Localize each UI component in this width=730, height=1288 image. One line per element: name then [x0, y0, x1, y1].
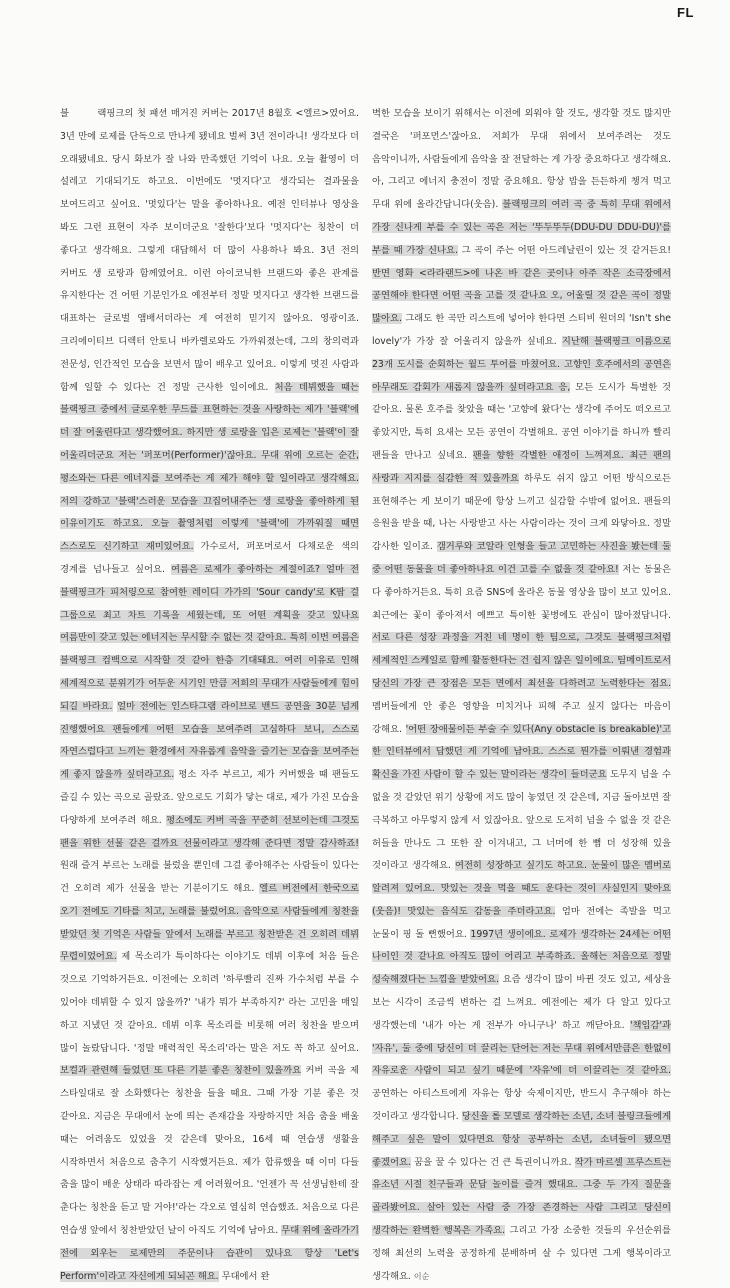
article-text-left [60, 103, 359, 1288]
question-highlight: '어떤 장애물이든 부술 수 있다(Any obstacle is breakable)'고 한 인터뷰에서 답했던 게 기억에 남아요. 스스로 뭔가를 이뤄낸 경험과 확신을 가진 사람이 할 수 있는 말이라는 생각이 들더군요 [372, 723, 671, 781]
answer-text: 요즘 생각이 많이 바뀐 것도 있고, 세상을 보는 시각이 조금씩 변하는 걸 느껴요. 예전에는 제가 다 알고 있다고 생각했는데 '내가 아는 게 전부가 아니구나' 하고 깨닫아요. [372, 974, 671, 1031]
question-highlight: 팬을 향한 각별한 애정이 느껴져요. 최근 팬의 사랑과 지지를 실감한 적 있을까요 [372, 449, 671, 484]
answer-text: 그래도 한 곡만 리스트에 넣어야 한다면 스티비 원더의 'Isn't she lovely'가 가장 잘 어울리지 않을까 싶네요. [372, 313, 671, 347]
author-signature: 이순 [413, 1271, 430, 1281]
answer-text: 원래 즐겨 부르는 노래를 불렀을 뿐인데 그걸 좋아해주는 사람들이 있다는 건 오히려 제가 선물을 받는 기분이기도 해요. [60, 860, 359, 895]
question-highlight: 얼마 전에는 인스타그램 라이브로 밴드 공연을 30분 넘게 진행했어요 팬들에게 어떤 모습을 보여주려 고심하다 보니, 스스로 자연스럽다고 느끼는 환경에서 자유롭게 음악을 즐기는 모습을 보여주는 게 좋지 않을까 싶더라고요. [60, 700, 359, 781]
question-highlight: 여전히 성장하고 싶기도 하고요. 눈물이 많은 멤버로 알려져 있어요. 맛있는 것을 먹을 때도 운다는 것이 사실인지 맞아요(웃음)! 맛있는 음식도 감동을 주더라고요. [372, 860, 671, 917]
question-highlight: '책임감'과 '자유', 둘 중에 당신이 더 끌리는 단어는 저는 무대 위에서만큼은 한없이 자유로운 사람이 되고 싶기 때문에 '자유'에 더 이끌리는 것 같아요. [372, 1019, 671, 1077]
answer-text: 모든 도시가 특별한 것 같아요. 물론 호주를 찾았을 때는 '고향에 왔다'는 생각에 주어도 떠오르고 좋았지만, 특히 요새는 모든 공연이 각별해요. 공연 이야기를 하니까 빨리 팬들을 만나고 싶네요. [372, 381, 671, 461]
answer-text: 그 곡이 주는 어떤 아드레날린이 있는 것 같거든요! [457, 244, 671, 256]
question-highlight: 블랙핑크의 여러 곡 중 특히 무대 위에서 가장 신나게 부를 수 있는 곡은 저는 '뚜두뚜두(DDU-DU DDU-DU)'를 부를 때 가장 신나요. [372, 199, 671, 256]
answer-text: 제 목소리가 특이하다는 이야기도 데뷔 이후에 처음 들은 것으로 기억하거든요. 이전에는 오히려 '하루빨리 진짜 가수처럼 부를 수 있어야 데뷔할 수 있지 않을까?' '내가 뭐가 부족하지?' 라는 고민을 매일 하고 지냈던 것 같아요. 데뷔 이후 목소리를 비롯해 여러 칭찬을 받으며 많이 놀랐답니다. '정말 매력적인 목소리'라는 말은 저도 꼭 하고 싶어요. [60, 951, 359, 1054]
question-highlight: 처음 데뷔했을 때는 블랙핑크 중에서 글로우한 무드를 표현하는 것을 사랑하는 제가 '블랙'에 더 잘 어울린다고 생각했어요. 하지만 생 로랑을 입은 로제는 '블랙'이 잘 어울리더군요 저는 '퍼포머(Performer)'잖아요. 무대 위에 오르는 순간, 평소와는 다른 에너지를 보여주는 게 제가 해야 할 일이라고 생각해요. 저의 강하고 '블랙'스러운 모습을 끄집어내주는 생 로랑을 좋아하게 된 이유이기도 하고요. 오늘 촬영처럼 이렇게 '블랙'에 가까워질 때면 스스로도 신기하고 재미있어요. [60, 381, 359, 553]
answer-text: 저는 동물은 다 좋아하거든요. 특히 요즘 SNS에 올라온 동물 영상을 많이 보고 있어요. 최근에는 꽃이 좋아져서 예쁘고 특이한 꽃병에도 관심이 많아졌답니다. [372, 563, 671, 621]
magazine-logo: FL [677, 5, 694, 20]
left-body [60, 108, 359, 1282]
answer-text: 평소 자주 부르고, 제가 커버했을 때 팬들도 즐길 수 있는 곡으로 골랐죠. 앞으로도 기회가 닿는 대로, 제가 가진 모습을 다양하게 보여주려 해요. [60, 769, 359, 826]
question-highlight: 갬거루와 코알라 인형을 들고 고민하는 사진을 봤는데 둘 중 어떤 동물을 더 좋아하나요 이건 고를 수 없을 것 같아요! [372, 541, 671, 575]
answer-text: 커버 곡을 제 스타일대로 잘 소화했다는 칭찬을 들을 때요. 그때 가장 기분 좋은 것 같아요. 지금은 무대에서 눈에 띄는 존재감을 자랑하지만 처음 춤을 배울 때는 어려움도 있었을 것 같은데 맞아요, 16세 때 연습생 생활을 시작하면서 처음으로 춤추기 시작했거든요. 제가 합류했을 때 이미 다들 춤을 많이 배운 상태라 따라잡는 게 어려웠어요. '언젠가 꼭 선생님한테 잘 춘다는 칭찬을 듣고 말 거야!'라는 각오로 열심히 연습했죠. 처음으로 다른 연습생 앞에서 칭찬받았던 날이 아직도 기억에 남아요. [60, 1065, 359, 1237]
question-highlight: 엘르 버전에서 한국으로 오기 전에도 기타를 치고, 노래를 불렀어요. 음악으로 사람들에게 칭찬을 받았던 첫 기억은 사람들 앞에서 노래를 부르고 칭찬받은 건 오히려 데뷔 무렵이었어요. [60, 883, 360, 963]
question-highlight: 당신을 롤 모델로 생각하는 소년, 소녀 블링크들에게 해주고 싶은 말이 있다면요 항상 공부하는 소년, 소녀들이 됐으면 좋겠어요. [372, 1111, 671, 1168]
question-highlight: 지난해 블랙핑크 이름으로 23개 도시를 순회하는 월드 투어를 마쳤어요. 고향인 호주에서의 공연은 아무래도 감회가 새롭지 않을까 싶더라고요 응, [372, 335, 671, 393]
article-column-right [372, 103, 671, 1288]
answer-text: 공연하는 아티스트에게 자유는 항상 숙제이지만, 반드시 추구해야 하는 것이라고 생각합니다. [372, 1088, 671, 1123]
answer-text: 하루도 쉬지 않고 어떤 방식으로든 표현해주는 게 보이기 때문에 항상 느끼고 실감할 수밖에 없어요. 팬들의 응원을 받을 때, 나는 사랑받고 사는 사람이라는 것이 크게 와닿아요. 정말 감사한 일이죠. [372, 472, 671, 553]
answer-text: 멤버들에게 안 좋은 영향을 미치거나 피해 주고 싶지 않다는 마음이 강해요. [372, 700, 671, 735]
question-highlight: 보컬과 관련해 들었던 또 다른 기분 좋은 칭찬이 있을까요 [60, 1065, 302, 1077]
article-column-left [60, 103, 359, 1288]
answer-text: 가수로서, 퍼포머로서 다채로운 색의 경계를 넘나들고 싶어요. [60, 541, 359, 575]
answer-text: 무대에서 완 [218, 1270, 270, 1282]
question-highlight: 반면 영화 <라라랜드>에 나온 바 같은 곳이나 아주 작은 소극장에서 공연해야 한다면 어떤 곡을 고를 것 같나요 오, 어울릴 것 같은 곡이 정말 많아요. [372, 267, 671, 325]
answer-text: 꿈을 꿀 수 있다는 건 큰 특권이니까요. [410, 1156, 575, 1168]
answer-text: 그리고 가장 소중한 것들의 우선순위를 정해 최선의 노력을 공정하게 분배하며 살 수 있다면 그게 행복이라고 생각해요. [372, 1225, 671, 1282]
question-highlight: 평소에도 커버 곡을 꾸준히 선보이는데 그것도 팬을 위한 선물 같은 걸까요 선물이라고 생각해 준다면 정말 감사하죠! [60, 814, 359, 849]
question-highlight: 여름은 로제가 좋아하는 계절이죠? 얼마 전 블랙핑크가 피처링으로 참여한 레이디 가가의 'Sour candy'로 K팝 걸 그룹으로 최고 차트 기록을 세웠는데, 또 어떤 계획을 갖고 있나요 여름만이 갖고 있는 에너지는 무시할 수 없는 것 같아요. 특히 이번 여름은 블랙핑크 컴백으로 시작할 것 같아 한층 기대돼요. 여러 이유로 인해 세계적으로 분위기가 어두운 시기인 만큼 저희의 무대가 사람들에게 힘이 되길 바라요. [60, 563, 359, 712]
question-highlight: 작가 마르셀 프루스트는 유소년 시절 친구들과 문답 놀이를 즐겨 했대요. 그중 두 가지 질문을 골라봤어요. 살아 있는 사람 중 가장 존경하는 사람 그리고 당신이 생각하는 완벽한 행복은 가족요. [372, 1156, 672, 1237]
question-highlight: 1997년 생이에요. 로제가 생각하는 24세는 어떤 나이인 것 같나요 아직도 많이 어리고 부족하죠. 올해는 처음으로 정말 성숙해졌다는 느낌을 받았어요. [372, 928, 671, 986]
article-text-right [372, 103, 671, 1288]
answer-text: 엄마 전에는 족발을 먹고 눈물이 핑 돌 뻔했어요. [372, 905, 671, 940]
answer-text: 랙핑크의 첫 패션 매거진 커버는 2017년 8월호 <엘르>였어요. 3년 만에 로제를 단독으로 만나게 됐네요 벌써 3년 전이라니! 생각보다 더 오래됐네요. 당시 화보가 잘 나와 만족했던 기억이 나요. 오늘 촬영이 더 설레고 기대되기도 하고요. 이번에도 '멋지다'고 생각되는 결과물을 보여드리고 싶어요. '멋있다'는 말을 좋아하나요. 예전 인터뷰나 영상을 봐도 그런 표현이 자주 보이더군요 '잘한다'보다 '멋지다'는 칭찬이 더 좋다고 생각해요. 그렇게 대답해서 더 많이 사용하나 봐요. 3년 전의 커버도 생 로랑과 함께였어요. 이런 아이코닉한 브랜드와 좋은 관계를 유지한다는 건 어떤 기분인가요 예전부터 정말 멋지다고 생각한 브랜드를 대표하는 글로벌 앰배서더라는 게 여전히 믿기지 않아요. 영광이죠. 크리에이티브 디렉터 안토니 바카렐로와도 가까워졌는데, 그의 창의력과 전문성, 인간적인 모습을 보면서 많이 배우고 있어요. 이렇게 멋진 사람과 함께 일할 수 있다는 건 정말 근사한 일이에요. [60, 108, 359, 393]
right-body [372, 108, 671, 1282]
answer-text: 벽한 모습을 보이기 위해서는 이전에 외워야 할 것도, 생각할 것도 많지만 결국은 '퍼포먼스'잖아요. 저희가 무대 위에서 보여주려는 것도 음악이니까, 사람들에게 음악을 잘 전달하는 게 가장 중요하다고 생각해요. 아, 그리고 에너지 충전이 정말 중요해요. 항상 밥을 든든하게 챙겨 먹고 무대 위에 올라간답니다(웃음). [372, 108, 671, 211]
question-highlight: 서로 다른 성장 과정을 거친 네 명이 한 팀으로, 그것도 블랙핑크처럼 세계적인 스케일로 함께 활동한다는 건 쉽지 않은 일이에요. 팀메이트로서 당신의 가장 큰 장점은 모든 면에서 최선을 다하려고 노력한다는 점요. [372, 632, 671, 689]
answer-text: 도무지 넘을 수 없을 것 같았던 위기 상황에 저도 많이 놓였던 것 같은데, 지금 돌아보면 잘 극복하고 아무렇지 않게 서 있잖아요. 앞으로 도저히 넘을 수 없을 것 같은 허들을 만나도 그 또한 잘 이겨내고, 그 너머에 한 뼘 더 성장해 있을 것이라고 생각해요. [372, 769, 671, 872]
question-highlight: 무대 위에 올라가기 전에 외우는 로제만의 주문이나 습관이 있나요 항상 'Let's Perform'이라고 자신에게 되뇌곤 해요. [60, 1225, 359, 1282]
section-marker: 블 [60, 108, 69, 119]
